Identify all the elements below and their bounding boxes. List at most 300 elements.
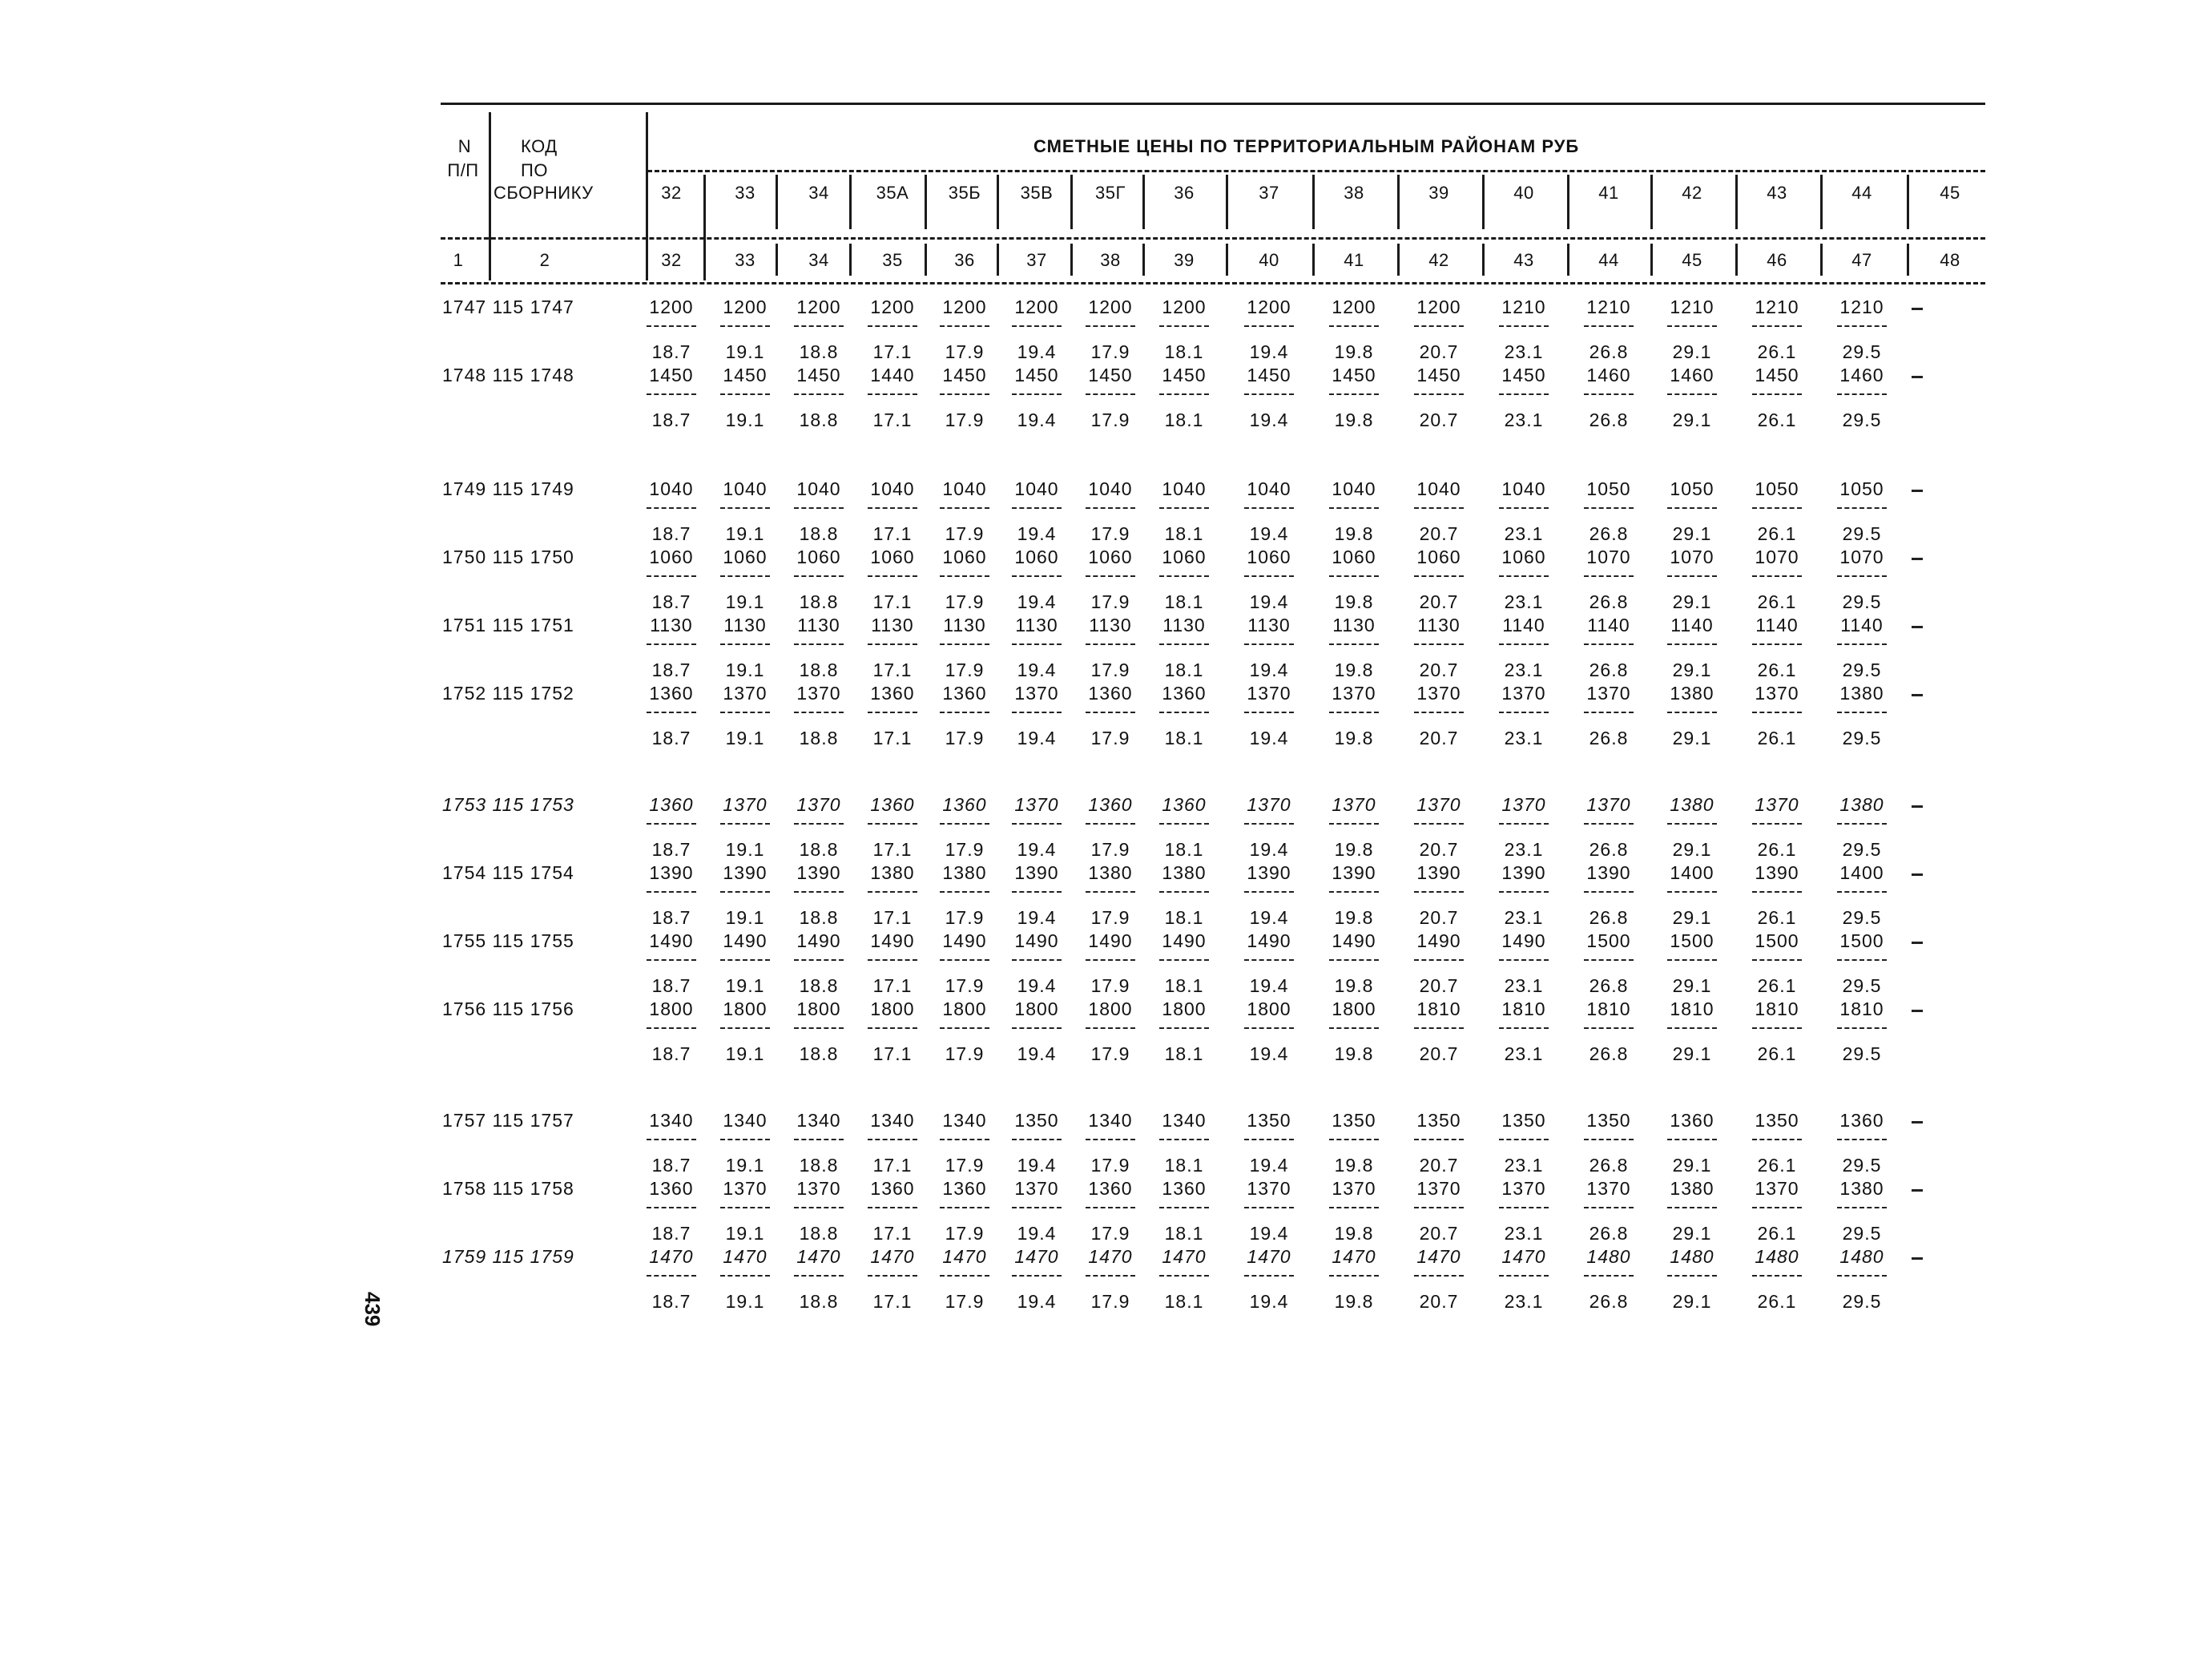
fraction-rule <box>794 507 844 509</box>
district-header-cell: 39 <box>1428 183 1449 203</box>
fraction-rule <box>720 325 770 327</box>
fraction-rule <box>940 712 989 713</box>
index-cell: 29.1 <box>1672 1043 1712 1064</box>
index-cell: 17.9 <box>945 975 985 996</box>
index-cell: 19.8 <box>1334 660 1374 680</box>
district-header-cell: 43 <box>1767 183 1787 203</box>
fraction-rule <box>1414 575 1464 577</box>
fraction-rule <box>1012 507 1062 509</box>
fraction-rule <box>647 1027 696 1029</box>
index-cell: 19.4 <box>1249 1291 1289 1312</box>
fraction-rule <box>1244 891 1294 893</box>
column-divider <box>776 175 778 229</box>
fraction-rule <box>1499 1027 1549 1029</box>
index-cell: 26.8 <box>1589 975 1629 996</box>
index-cell: 19.1 <box>725 1155 765 1176</box>
index-cell: 19.4 <box>1017 728 1057 748</box>
fraction-rule <box>1499 712 1549 713</box>
fraction-rule <box>1159 712 1209 713</box>
price-cell: 1360 <box>870 1178 915 1199</box>
index-cell: 29.5 <box>1842 341 1882 362</box>
fraction-rule <box>868 1027 917 1029</box>
index-cell: 17.9 <box>1090 523 1130 544</box>
fraction-rule <box>1012 823 1062 825</box>
index-cell: 18.7 <box>651 728 691 748</box>
fraction-rule <box>1086 891 1135 893</box>
index-cell: 23.1 <box>1504 1291 1544 1312</box>
index-cell: 18.1 <box>1164 341 1204 362</box>
index-cell: 19.8 <box>1334 907 1374 928</box>
price-cell: 1060 <box>1416 547 1461 567</box>
index-cell: 20.7 <box>1419 728 1459 748</box>
fraction-rule <box>1329 823 1379 825</box>
index-cell: 19.8 <box>1334 409 1374 430</box>
index-cell: 18.8 <box>799 341 839 362</box>
price-cell: 1370 <box>723 794 768 815</box>
price-cell: 1200 <box>649 296 694 317</box>
index-cell: 17.9 <box>1090 907 1130 928</box>
price-cell: 1140 <box>1587 615 1630 635</box>
column-divider-lower <box>925 244 927 276</box>
index-cell: 23.1 <box>1504 1155 1544 1176</box>
district-header-cell: 37 <box>1259 183 1279 203</box>
index-cell: 19.1 <box>725 975 765 996</box>
district-header-cell: 41 <box>1598 183 1619 203</box>
fraction-rule <box>1086 1207 1135 1208</box>
price-cell: 1360 <box>1839 1110 1884 1131</box>
price-cell: 1360 <box>1088 683 1133 704</box>
fraction-rule <box>1584 507 1634 509</box>
price-cell: 1460 <box>1586 365 1631 385</box>
fraction-rule <box>1752 507 1802 509</box>
price-cell: 1380 <box>1839 1178 1884 1199</box>
index-cell: 19.4 <box>1017 409 1057 430</box>
price-cell: 1480 <box>1586 1246 1631 1267</box>
fraction-rule <box>1499 393 1549 395</box>
index-cell: 19.1 <box>725 341 765 362</box>
price-cell: 1370 <box>723 1178 768 1199</box>
fraction-rule <box>647 712 696 713</box>
header-mid-rule <box>647 170 1985 172</box>
fraction-rule <box>720 891 770 893</box>
price-cell: 1060 <box>796 547 841 567</box>
price-cell: 1370 <box>1755 683 1799 704</box>
fraction-rule <box>1837 325 1887 327</box>
fraction-rule <box>1837 712 1887 713</box>
row-code: 1752 115 1752 <box>442 683 574 704</box>
fraction-rule <box>868 507 917 509</box>
price-cell: 1340 <box>796 1110 841 1131</box>
fraction-rule <box>1837 1275 1887 1277</box>
fraction-rule <box>1584 643 1634 645</box>
index-cell: 26.1 <box>1757 1223 1797 1244</box>
price-cell: 1360 <box>942 794 987 815</box>
header-pp: П/П <box>447 160 479 180</box>
index-cell: 19.8 <box>1334 1155 1374 1176</box>
column-divider <box>1142 175 1145 229</box>
column-divider <box>997 175 999 229</box>
price-cell: 1370 <box>1501 794 1546 815</box>
index-cell: 18.7 <box>651 1291 691 1312</box>
index-cell: 19.4 <box>1017 1043 1057 1064</box>
fraction-rule <box>1244 1275 1294 1277</box>
price-cell: 1060 <box>723 547 768 567</box>
fraction-rule <box>868 643 917 645</box>
price-cell: 1800 <box>1247 998 1291 1019</box>
price-cell: 1040 <box>870 478 915 499</box>
empty-value-dash <box>1912 626 1923 628</box>
price-cell: 1370 <box>1014 683 1059 704</box>
column-divider-lower <box>849 244 852 276</box>
district-header-cell: 35В <box>1020 183 1054 203</box>
price-cell: 1350 <box>1586 1110 1631 1131</box>
price-cell: 1060 <box>649 547 694 567</box>
price-cell: 1060 <box>942 547 987 567</box>
price-cell: 1800 <box>1162 998 1207 1019</box>
index-cell: 17.1 <box>872 975 913 996</box>
price-cell: 1810 <box>1755 998 1799 1019</box>
fraction-rule <box>1244 1139 1294 1140</box>
fraction-rule <box>1414 959 1464 961</box>
column-number-cell: 41 <box>1344 250 1364 270</box>
fraction-rule <box>1086 1027 1135 1029</box>
index-cell: 29.1 <box>1672 660 1712 680</box>
index-cell: 18.7 <box>651 591 691 612</box>
index-cell: 29.1 <box>1672 975 1712 996</box>
price-cell: 1380 <box>1088 862 1133 883</box>
fraction-rule <box>794 891 844 893</box>
index-cell: 20.7 <box>1419 975 1459 996</box>
index-cell: 18.7 <box>651 839 691 860</box>
price-cell: 1460 <box>1839 365 1884 385</box>
price-cell: 1360 <box>1162 1178 1207 1199</box>
column-number-cell: 42 <box>1428 250 1449 270</box>
index-cell: 19.1 <box>725 907 765 928</box>
district-header-cell: 44 <box>1851 183 1872 203</box>
index-cell: 18.8 <box>799 839 839 860</box>
index-cell: 26.8 <box>1589 409 1629 430</box>
index-cell: 17.9 <box>1090 728 1130 748</box>
price-cell: 1480 <box>1670 1246 1714 1267</box>
column-divider <box>1226 175 1228 229</box>
fraction-rule <box>1499 1207 1549 1208</box>
fraction-rule <box>1012 891 1062 893</box>
index-cell: 29.1 <box>1672 409 1712 430</box>
price-cell: 1800 <box>870 998 915 1019</box>
column-divider <box>1907 175 1909 229</box>
index-cell: 19.8 <box>1334 1291 1374 1312</box>
fraction-rule <box>794 575 844 577</box>
fraction-rule <box>1414 1275 1464 1277</box>
row-code: 1748 115 1748 <box>442 365 574 385</box>
fraction-rule <box>1837 891 1887 893</box>
price-cell: 1340 <box>723 1110 768 1131</box>
empty-value-dash <box>1912 490 1923 492</box>
row-code: 1754 115 1754 <box>442 862 574 883</box>
index-cell: 17.9 <box>1090 409 1130 430</box>
row-code: 1751 115 1751 <box>442 615 574 635</box>
price-cell: 1810 <box>1839 998 1884 1019</box>
fraction-rule <box>720 643 770 645</box>
price-cell: 1350 <box>1332 1110 1376 1131</box>
fraction-rule <box>1086 823 1135 825</box>
index-cell: 18.8 <box>799 907 839 928</box>
fraction-rule <box>1667 823 1717 825</box>
fraction-rule <box>1752 575 1802 577</box>
fraction-rule <box>1752 712 1802 713</box>
column-divider-lower <box>1142 244 1145 276</box>
price-cell: 1470 <box>796 1246 841 1267</box>
price-cell: 1370 <box>1332 1178 1376 1199</box>
price-cell: 1130 <box>650 615 693 635</box>
header-po: ПО <box>521 160 548 180</box>
fraction-rule <box>1499 891 1549 893</box>
column-divider <box>1312 175 1315 229</box>
index-cell: 19.4 <box>1249 839 1289 860</box>
price-cell: 1370 <box>1332 683 1376 704</box>
index-cell: 29.5 <box>1842 907 1882 928</box>
fraction-rule <box>1244 959 1294 961</box>
price-cell: 1130 <box>1162 615 1206 635</box>
price-cell: 1130 <box>797 615 840 635</box>
empty-value-dash <box>1912 805 1923 808</box>
price-cell: 1200 <box>1416 296 1461 317</box>
district-header-cell: 33 <box>735 183 755 203</box>
price-cell: 1350 <box>1501 1110 1546 1131</box>
fraction-rule <box>1499 643 1549 645</box>
price-cell: 1470 <box>1162 1246 1207 1267</box>
price-cell: 1450 <box>1247 365 1291 385</box>
column-number-cell: 38 <box>1100 250 1121 270</box>
price-cell: 1490 <box>1247 930 1291 951</box>
column-divider-lower <box>1650 244 1653 276</box>
price-cell: 1060 <box>1332 547 1376 567</box>
index-cell: 23.1 <box>1504 839 1544 860</box>
header-colnum-rule <box>441 237 1985 240</box>
fraction-rule <box>1752 891 1802 893</box>
fraction-rule <box>1584 891 1634 893</box>
index-cell: 17.9 <box>945 1223 985 1244</box>
index-cell: 17.1 <box>872 1155 913 1176</box>
price-cell: 1800 <box>942 998 987 1019</box>
index-cell: 17.1 <box>872 728 913 748</box>
district-header-cell: 38 <box>1344 183 1364 203</box>
fraction-rule <box>1584 393 1634 395</box>
index-cell: 17.1 <box>872 660 913 680</box>
fraction-rule <box>1837 1207 1887 1208</box>
index-cell: 18.1 <box>1164 1223 1204 1244</box>
fraction-rule <box>940 1027 989 1029</box>
price-cell: 1800 <box>649 998 694 1019</box>
row-code: 1758 115 1758 <box>442 1178 574 1199</box>
index-cell: 17.9 <box>945 409 985 430</box>
index-cell: 17.1 <box>872 1223 913 1244</box>
price-cell: 1130 <box>871 615 914 635</box>
price-cell: 1050 <box>1586 478 1631 499</box>
fraction-rule <box>1667 575 1717 577</box>
fraction-rule <box>1329 712 1379 713</box>
price-cell: 1800 <box>1088 998 1133 1019</box>
fraction-rule <box>720 959 770 961</box>
price-cell: 1060 <box>1014 547 1059 567</box>
index-cell: 19.4 <box>1017 591 1057 612</box>
fraction-rule <box>1012 1139 1062 1140</box>
fraction-rule <box>794 1275 844 1277</box>
index-cell: 18.1 <box>1164 591 1204 612</box>
index-cell: 20.7 <box>1419 1043 1459 1064</box>
price-cell: 1370 <box>1586 794 1631 815</box>
index-cell: 29.5 <box>1842 660 1882 680</box>
price-cell: 1450 <box>649 365 694 385</box>
price-cell: 1200 <box>942 296 987 317</box>
price-cell: 1070 <box>1586 547 1631 567</box>
column-number-cell: 37 <box>1026 250 1047 270</box>
price-cell: 1370 <box>1755 1178 1799 1199</box>
fraction-rule <box>647 891 696 893</box>
column-divider-lower <box>1397 244 1400 276</box>
price-cell: 1040 <box>723 478 768 499</box>
fraction-rule <box>868 959 917 961</box>
price-cell: 1810 <box>1586 998 1631 1019</box>
fraction-rule <box>1244 712 1294 713</box>
price-cell: 1390 <box>1416 862 1461 883</box>
price-cell: 1340 <box>1162 1110 1207 1131</box>
fraction-rule <box>647 643 696 645</box>
fraction-rule <box>720 1275 770 1277</box>
price-cell: 1380 <box>1670 794 1714 815</box>
price-cell: 1380 <box>1162 862 1207 883</box>
price-cell: 1210 <box>1755 296 1799 317</box>
index-cell: 19.4 <box>1017 839 1057 860</box>
fraction-rule <box>1414 507 1464 509</box>
fraction-rule <box>720 1139 770 1140</box>
price-cell: 1130 <box>1015 615 1058 635</box>
fraction-rule <box>1086 1275 1135 1277</box>
price-cell: 1380 <box>1670 1178 1714 1199</box>
price-cell: 1440 <box>870 365 915 385</box>
fraction-rule <box>1414 643 1464 645</box>
index-cell: 17.9 <box>945 341 985 362</box>
price-cell: 1450 <box>796 365 841 385</box>
fraction-rule <box>647 393 696 395</box>
fraction-rule <box>1667 1139 1717 1140</box>
price-cell: 1340 <box>942 1110 987 1131</box>
fraction-rule <box>1414 712 1464 713</box>
index-cell: 19.4 <box>1017 523 1057 544</box>
index-cell: 20.7 <box>1419 1291 1459 1312</box>
index-cell: 18.1 <box>1164 1043 1204 1064</box>
index-cell: 17.1 <box>872 907 913 928</box>
fraction-rule <box>1837 575 1887 577</box>
index-cell: 18.7 <box>651 1043 691 1064</box>
fraction-rule <box>940 891 989 893</box>
column-divider <box>849 175 852 229</box>
column-number-cell: 32 <box>661 250 682 270</box>
fraction-rule <box>1244 507 1294 509</box>
index-cell: 23.1 <box>1504 523 1544 544</box>
fraction-rule <box>647 1275 696 1277</box>
price-cell: 1800 <box>796 998 841 1019</box>
fraction-rule <box>1667 1275 1717 1277</box>
page-number: 439 <box>361 1292 385 1327</box>
fraction-rule <box>647 325 696 327</box>
price-cell: 1200 <box>1162 296 1207 317</box>
index-cell: 23.1 <box>1504 341 1544 362</box>
column-divider-lower <box>1735 244 1738 276</box>
price-cell: 1350 <box>1416 1110 1461 1131</box>
price-cell: 1210 <box>1586 296 1631 317</box>
price-cell: 1200 <box>796 296 841 317</box>
index-cell: 23.1 <box>1504 728 1544 748</box>
price-cell: 1140 <box>1840 615 1884 635</box>
index-cell: 29.1 <box>1672 523 1712 544</box>
index-cell: 17.1 <box>872 409 913 430</box>
header-top-rule <box>441 103 1985 105</box>
index-cell: 17.9 <box>945 660 985 680</box>
index-cell: 29.5 <box>1842 728 1882 748</box>
empty-value-dash <box>1912 308 1923 310</box>
price-cell: 1200 <box>1088 296 1133 317</box>
fraction-rule <box>1584 1207 1634 1208</box>
fraction-rule <box>940 1207 989 1208</box>
price-cell: 1040 <box>649 478 694 499</box>
index-cell: 18.7 <box>651 409 691 430</box>
price-cell: 1390 <box>649 862 694 883</box>
price-cell: 1400 <box>1839 862 1884 883</box>
fraction-rule <box>1667 507 1717 509</box>
fraction-rule <box>794 1027 844 1029</box>
price-cell: 1040 <box>1247 478 1291 499</box>
fraction-rule <box>1086 507 1135 509</box>
price-cell: 1490 <box>649 930 694 951</box>
district-header-cell: 42 <box>1682 183 1702 203</box>
index-cell: 19.4 <box>1249 409 1289 430</box>
fraction-rule <box>647 575 696 577</box>
fraction-rule <box>1584 1027 1634 1029</box>
index-cell: 19.4 <box>1017 1155 1057 1176</box>
fraction-rule <box>794 823 844 825</box>
price-cell: 1360 <box>1088 794 1133 815</box>
index-cell: 19.8 <box>1334 839 1374 860</box>
price-cell: 1490 <box>1088 930 1133 951</box>
header-kod: КОД <box>521 136 558 156</box>
index-cell: 18.8 <box>799 409 839 430</box>
column-divider <box>1397 175 1400 229</box>
fraction-rule <box>940 643 989 645</box>
index-cell: 17.9 <box>1090 591 1130 612</box>
price-cell: 1350 <box>1755 1110 1799 1131</box>
price-cell: 1470 <box>1088 1246 1133 1267</box>
fraction-rule <box>1584 959 1634 961</box>
price-cell: 1340 <box>1088 1110 1133 1131</box>
index-cell: 23.1 <box>1504 1223 1544 1244</box>
fraction-rule <box>1012 959 1062 961</box>
fraction-rule <box>720 575 770 577</box>
fraction-rule <box>1752 823 1802 825</box>
fraction-rule <box>1752 643 1802 645</box>
fraction-rule <box>1329 1275 1379 1277</box>
fraction-rule <box>794 325 844 327</box>
column-number-cell: 43 <box>1513 250 1534 270</box>
price-cell: 1060 <box>1247 547 1291 567</box>
fraction-rule <box>1414 1139 1464 1140</box>
price-cell: 1040 <box>1332 478 1376 499</box>
price-cell: 1470 <box>1416 1246 1461 1267</box>
index-cell: 18.1 <box>1164 728 1204 748</box>
price-cell: 1800 <box>1014 998 1059 1019</box>
fraction-rule <box>1012 393 1062 395</box>
fraction-rule <box>1329 575 1379 577</box>
